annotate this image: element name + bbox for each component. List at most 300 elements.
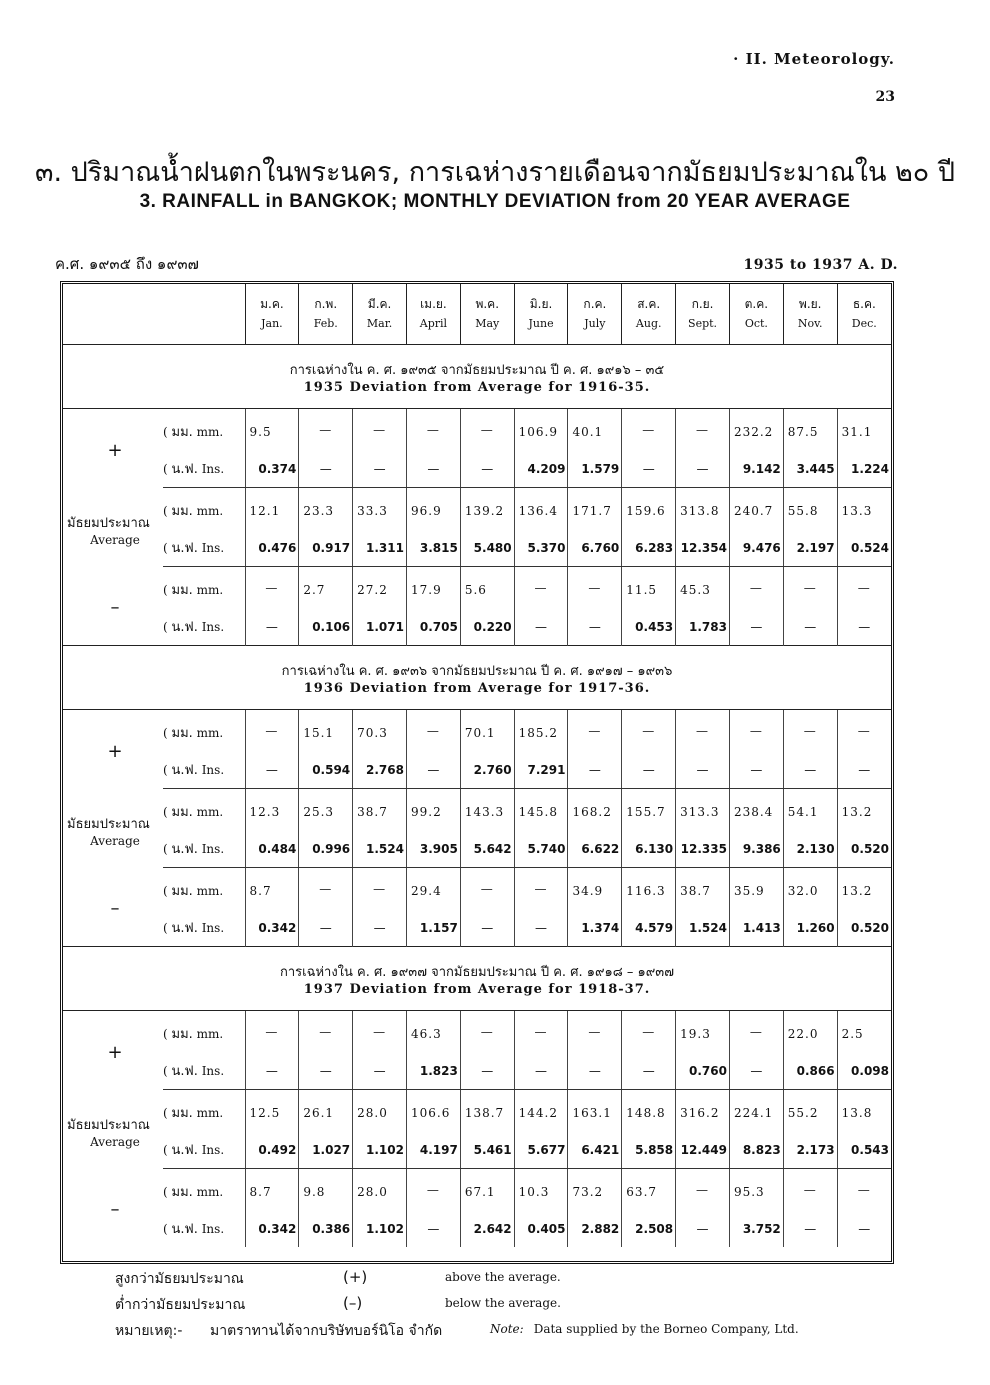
minus-sign: – [110, 1199, 120, 1221]
value-cell: 0.917 [299, 529, 353, 567]
value-cell: 22.0 [783, 1011, 837, 1053]
average-label-thai: มัธยมประมาณ [67, 816, 150, 832]
table-row-plus-mm [63, 409, 891, 451]
value-cell: 33.3 [353, 488, 407, 530]
table-row-average-ins [63, 529, 891, 567]
value-cell: — [676, 751, 730, 789]
value-cell: 2.760 [460, 751, 514, 789]
month-header [353, 284, 407, 345]
value-cell: — [622, 409, 676, 451]
unit-english: Ins. [201, 763, 225, 777]
value-cell: 17.9 [406, 567, 460, 609]
value-cell: 1.311 [353, 529, 407, 567]
note-below-english: below the average. [445, 1296, 561, 1310]
unit-thai: น.ฟ. [171, 763, 198, 778]
section-heading [63, 646, 891, 710]
value-cell: 31.1 [837, 409, 891, 451]
table-row-minus-ins [63, 1210, 891, 1247]
year-range-english: 1935 to 1937 A. D. [743, 257, 898, 273]
value-cell: 2.508 [622, 1210, 676, 1247]
minus-row-label [63, 567, 163, 646]
value-cell: 96.9 [406, 488, 460, 530]
value-cell: 5.858 [622, 1131, 676, 1169]
month-header [622, 284, 676, 345]
unit-thai: มม. [171, 726, 193, 741]
month-english: May [475, 316, 500, 330]
unit-label-mm: ( มม. mm. [163, 805, 224, 820]
value-cell: 238.4 [729, 789, 783, 831]
unit-thai: น.ฟ. [171, 1222, 198, 1237]
value-cell: 6.283 [622, 529, 676, 567]
value-cell: 144.2 [514, 1090, 568, 1132]
note-above-symbol: (+) [343, 1268, 368, 1286]
section-heading-english: 1937 Deviation from Average for 1918-37. [303, 981, 651, 997]
table-row-plus-mm [63, 1011, 891, 1053]
month-english: Aug. [635, 316, 662, 330]
value-cell: 87.5 [783, 409, 837, 451]
month-english: Feb. [313, 316, 338, 330]
unit-english: Ins. [201, 462, 225, 476]
plus-row-label [63, 1011, 163, 1090]
value-cell: 2.642 [460, 1210, 514, 1247]
unit-label-ins: ( น.ฟ. Ins. [163, 1222, 225, 1237]
unit-english: Ins. [201, 1222, 225, 1236]
unit-thai: น.ฟ. [171, 921, 198, 936]
value-cell: — [783, 567, 837, 609]
value-cell: 0.996 [299, 830, 353, 868]
value-cell: — [676, 1210, 730, 1247]
value-cell: 54.1 [783, 789, 837, 831]
value-cell: 12.5 [245, 1090, 299, 1132]
value-cell: 0.098 [837, 1052, 891, 1090]
value-cell: 40.1 [568, 409, 622, 451]
value-cell: 0.543 [837, 1131, 891, 1169]
value-cell: — [622, 710, 676, 752]
value-cell: — [568, 710, 622, 752]
value-cell: 138.7 [460, 1090, 514, 1132]
corner-cell [63, 284, 245, 345]
value-cell: — [353, 909, 407, 947]
value-cell: 9.8 [299, 1169, 353, 1211]
value-cell: — [299, 909, 353, 947]
value-cell: 148.8 [622, 1090, 676, 1132]
month-header [783, 284, 837, 345]
value-cell: 67.1 [460, 1169, 514, 1211]
value-cell: — [406, 1210, 460, 1247]
table-row-plus-ins [63, 751, 891, 789]
value-cell: — [568, 751, 622, 789]
month-thai: มิ.ย. [529, 297, 553, 312]
note-source-english [490, 1322, 799, 1336]
unit-label-mm: ( มม. mm. [163, 504, 224, 519]
note-source-thai: มาตราทานได้จากบริษัทบอร์นิโอ จำกัด [210, 1323, 443, 1339]
value-cell: 316.2 [676, 1090, 730, 1132]
minus-sign: – [110, 597, 120, 619]
value-cell: 0.220 [460, 608, 514, 646]
value-cell: 1.524 [353, 830, 407, 868]
month-english: Oct. [744, 316, 768, 330]
unit-label-ins: ( น.ฟ. Ins. [163, 450, 245, 488]
value-cell: — [353, 409, 407, 451]
value-cell: 1.823 [406, 1052, 460, 1090]
value-cell: 13.3 [837, 488, 891, 530]
unit-thai: มม. [171, 504, 193, 519]
table-row-average-ins [63, 1131, 891, 1169]
year-range-thai: ค.ศ. ๑๙๓๕ ถึง ๑๙๓๗ [55, 255, 199, 273]
value-cell: 55.2 [783, 1090, 837, 1132]
note-source [115, 1320, 875, 1346]
value-cell: 63.7 [622, 1169, 676, 1211]
value-cell: — [622, 1052, 676, 1090]
value-cell: 2.7 [299, 567, 353, 609]
value-cell: — [622, 450, 676, 488]
month-thai: ก.ย. [691, 297, 714, 312]
average-row-label [63, 488, 163, 567]
value-cell: — [837, 567, 891, 609]
value-cell: 1.071 [353, 608, 407, 646]
value-cell: — [729, 608, 783, 646]
value-cell: 28.0 [353, 1169, 407, 1211]
value-cell: 2.768 [353, 751, 407, 789]
month-header [729, 284, 783, 345]
value-cell: 0.866 [783, 1052, 837, 1090]
unit-english: mm. [196, 805, 224, 819]
value-cell: — [783, 710, 837, 752]
month-english: June [528, 316, 554, 330]
value-cell: 5.370 [514, 529, 568, 567]
value-cell: 0.453 [622, 608, 676, 646]
value-cell: 2.197 [783, 529, 837, 567]
value-cell: — [245, 1052, 299, 1090]
unit-english: Ins. [201, 1064, 225, 1078]
value-cell: 6.421 [568, 1131, 622, 1169]
average-label-english: Average [90, 1134, 140, 1149]
value-cell: — [245, 710, 299, 752]
table-row-plus-mm [63, 710, 891, 752]
value-cell: 13.8 [837, 1090, 891, 1132]
value-cell: 145.8 [514, 789, 568, 831]
unit-english: mm. [196, 583, 224, 597]
value-cell: 1.579 [568, 450, 622, 488]
value-cell: 1.157 [406, 909, 460, 947]
unit-english: Ins. [201, 541, 225, 555]
month-header [676, 284, 730, 345]
value-cell: 5.480 [460, 529, 514, 567]
value-cell: 0.342 [245, 1210, 299, 1247]
unit-label-ins: ( น.ฟ. Ins. [163, 529, 245, 567]
value-cell: 27.2 [353, 567, 407, 609]
value-cell: 0.374 [245, 450, 299, 488]
value-cell: 3.752 [729, 1210, 783, 1247]
month-thai: ธ.ค. [852, 297, 876, 312]
value-cell: 9.142 [729, 450, 783, 488]
value-cell: 106.9 [514, 409, 568, 451]
value-cell: 4.197 [406, 1131, 460, 1169]
value-cell: 159.6 [622, 488, 676, 530]
unit-label-ins: ( น.ฟ. Ins. [163, 751, 245, 789]
value-cell: 28.0 [353, 1090, 407, 1132]
unit-english: mm. [196, 1027, 224, 1041]
unit-thai: มม. [171, 1185, 193, 1200]
value-cell: 13.2 [837, 789, 891, 831]
month-header [568, 284, 622, 345]
value-cell: 3.905 [406, 830, 460, 868]
month-thai: ก.พ. [314, 297, 338, 312]
value-cell: — [514, 1011, 568, 1053]
value-cell: 0.524 [837, 529, 891, 567]
section-heading-english: 1936 Deviation from Average for 1917-36. [303, 680, 651, 696]
unit-label-mm: ( มม. mm. [163, 884, 224, 899]
unit-thai: มม. [171, 583, 193, 598]
value-cell: — [353, 450, 407, 488]
value-cell: 0.386 [299, 1210, 353, 1247]
value-cell: 0.594 [299, 751, 353, 789]
note-source-english-text: Data supplied by the Borneo Company, Ltd. [533, 1322, 799, 1336]
value-cell: 2.130 [783, 830, 837, 868]
value-cell: — [299, 409, 353, 451]
value-cell: 0.342 [245, 909, 299, 947]
page-title-english: 3. RAINFALL in BANGKOK; MONTHLY DEVIATION from 20 YEAR AVERAGE [139, 191, 851, 212]
month-english: Jan. [261, 316, 283, 330]
month-thai: พ.ย. [798, 297, 822, 312]
value-cell: 171.7 [568, 488, 622, 530]
section-heading-row [63, 345, 891, 409]
month-header [299, 284, 353, 345]
value-cell: 29.4 [406, 868, 460, 910]
unit-thai: น.ฟ. [171, 1064, 198, 1079]
unit-thai: น.ฟ. [171, 541, 198, 556]
note-below [115, 1294, 875, 1320]
unit-label-mm: ( มม. mm. [163, 1027, 224, 1042]
value-cell: 313.8 [676, 488, 730, 530]
value-cell: 0.520 [837, 909, 891, 947]
month-header [514, 284, 568, 345]
unit-thai: มม. [171, 884, 193, 899]
month-thai: พ.ค. [475, 297, 500, 312]
unit-thai: น.ฟ. [171, 462, 198, 477]
value-cell: 55.8 [783, 488, 837, 530]
value-cell: — [729, 1052, 783, 1090]
value-cell: 185.2 [514, 710, 568, 752]
value-cell: 12.354 [676, 529, 730, 567]
unit-label-mm: ( มม. mm. [163, 583, 224, 598]
month-english: Sept. [688, 316, 718, 330]
unit-english: Ins. [201, 921, 225, 935]
month-thai: ต.ค. [744, 297, 769, 312]
value-cell: 1.413 [729, 909, 783, 947]
value-cell: 232.2 [729, 409, 783, 451]
month-header [245, 284, 299, 345]
value-cell: 26.1 [299, 1090, 353, 1132]
unit-label-mm: ( มม. mm. [163, 425, 224, 440]
average-label-english: Average [90, 532, 140, 547]
plus-row-label [63, 710, 163, 789]
value-cell: — [245, 567, 299, 609]
value-cell: 5.6 [460, 567, 514, 609]
value-cell: 4.579 [622, 909, 676, 947]
value-cell: 5.461 [460, 1131, 514, 1169]
value-cell: 155.7 [622, 789, 676, 831]
value-cell: 1.102 [353, 1131, 407, 1169]
value-cell: — [729, 1011, 783, 1053]
value-cell: — [783, 751, 837, 789]
value-cell: 136.4 [514, 488, 568, 530]
value-cell: 2.882 [568, 1210, 622, 1247]
value-cell: 12.449 [676, 1131, 730, 1169]
plus-row-label [63, 409, 163, 488]
month-thai: ก.ค. [583, 297, 607, 312]
value-cell: — [729, 751, 783, 789]
month-english: July [584, 316, 606, 330]
value-cell: 70.3 [353, 710, 407, 752]
table-row-average-mm [63, 488, 891, 530]
value-cell: — [676, 409, 730, 451]
value-cell: 139.2 [460, 488, 514, 530]
value-cell: 95.3 [729, 1169, 783, 1211]
month-header [406, 284, 460, 345]
month-header [837, 284, 891, 345]
average-label-english: Average [90, 833, 140, 848]
value-cell: 45.3 [676, 567, 730, 609]
value-cell: — [837, 1210, 891, 1247]
unit-label-ins: ( น.ฟ. Ins. [163, 620, 225, 635]
running-header: · II. Meteorology. [733, 50, 895, 68]
value-cell: — [406, 450, 460, 488]
value-cell: — [783, 608, 837, 646]
value-cell: 70.1 [460, 710, 514, 752]
unit-label-ins: ( น.ฟ. Ins. [163, 1131, 245, 1169]
unit-english: mm. [196, 425, 224, 439]
value-cell: 73.2 [568, 1169, 622, 1211]
minus-sign: – [110, 898, 120, 920]
value-cell: 1.224 [837, 450, 891, 488]
unit-english: Ins. [201, 620, 225, 634]
value-cell: 5.740 [514, 830, 568, 868]
value-cell: 2.173 [783, 1131, 837, 1169]
value-cell: — [837, 608, 891, 646]
value-cell: 10.3 [514, 1169, 568, 1211]
value-cell: — [353, 1011, 407, 1053]
value-cell: — [460, 450, 514, 488]
unit-thai: มม. [171, 1027, 193, 1042]
table-row-minus-mm [63, 567, 891, 609]
section-heading [63, 345, 891, 409]
value-cell: 0.705 [406, 608, 460, 646]
table-row-average-ins [63, 830, 891, 868]
table-row-minus-mm [63, 1169, 891, 1211]
value-cell: — [568, 608, 622, 646]
unit-label-ins: ( น.ฟ. Ins. [163, 1052, 245, 1090]
table-row-minus-ins [63, 909, 891, 947]
value-cell: 0.484 [245, 830, 299, 868]
value-cell: 8.7 [245, 1169, 299, 1211]
unit-label-ins: ( น.ฟ. Ins. [163, 921, 225, 936]
value-cell: 106.6 [406, 1090, 460, 1132]
page-number: 23 [875, 89, 895, 105]
value-cell: 6.130 [622, 830, 676, 868]
month-thai: ส.ค. [637, 297, 661, 312]
plus-sign: + [107, 1041, 123, 1063]
average-row-label [63, 1090, 163, 1169]
value-cell: — [460, 409, 514, 451]
page-title-thai: ๓. ปริมาณน้ำฝนตกในพระนคร, การเฉห่างรายเดือนจากมัธยมประมาณใน ๒๐ ปี [35, 157, 955, 188]
value-cell: 240.7 [729, 488, 783, 530]
value-cell: 116.3 [622, 868, 676, 910]
unit-english: Ins. [201, 1143, 225, 1157]
rainfall-deviation-table [60, 281, 894, 1264]
table-row-minus-mm [63, 868, 891, 910]
value-cell: — [622, 751, 676, 789]
minus-row-label [63, 1169, 163, 1248]
value-cell: 12.3 [245, 789, 299, 831]
value-cell: 25.3 [299, 789, 353, 831]
unit-label-mm: ( มม. mm. [163, 1185, 224, 1200]
section-heading-english: 1935 Deviation from Average for 1916-35. [303, 379, 651, 395]
table-row-minus-ins [63, 608, 891, 646]
section-heading-thai: การเฉห่างใน ค. ศ. ๑๙๓๗ จากมัธยมประมาณ ปี ค. ศ. ๑๙๑๘ – ๑๙๓๗ [280, 964, 674, 980]
value-cell: 1.783 [676, 608, 730, 646]
value-cell: — [406, 409, 460, 451]
value-cell: 12.1 [245, 488, 299, 530]
value-cell: — [245, 751, 299, 789]
unit-thai: น.ฟ. [171, 620, 198, 635]
value-cell: 38.7 [353, 789, 407, 831]
value-cell: — [514, 1052, 568, 1090]
value-cell: — [460, 868, 514, 910]
value-cell: — [299, 1052, 353, 1090]
average-label-thai: มัธยมประมาณ [67, 515, 150, 531]
value-cell: 163.1 [568, 1090, 622, 1132]
value-cell: 1.102 [353, 1210, 407, 1247]
value-cell: — [729, 710, 783, 752]
value-cell: 38.7 [676, 868, 730, 910]
note-below-symbol: (–) [343, 1294, 363, 1312]
table-row-average-mm [63, 789, 891, 831]
month-header-row [63, 284, 891, 345]
value-cell: 0.492 [245, 1131, 299, 1169]
value-cell: — [837, 1169, 891, 1211]
value-cell: — [406, 1169, 460, 1211]
value-cell: — [837, 710, 891, 752]
rainfall-table-grid [63, 284, 891, 1247]
average-row-label [63, 789, 163, 868]
value-cell: — [299, 450, 353, 488]
note-above [115, 1268, 875, 1294]
month-english: Nov. [797, 316, 823, 330]
value-cell: — [568, 1011, 622, 1053]
value-cell: 1.524 [676, 909, 730, 947]
month-thai: มี.ค. [367, 297, 392, 312]
value-cell: 0.760 [676, 1052, 730, 1090]
section-heading-row [63, 947, 891, 1011]
value-cell: 6.760 [568, 529, 622, 567]
unit-label-mm: ( มม. mm. [163, 726, 224, 741]
value-cell: — [460, 909, 514, 947]
value-cell: — [406, 710, 460, 752]
note-above-english: above the average. [445, 1270, 561, 1284]
month-english: April [419, 316, 448, 330]
section-heading-row [63, 646, 891, 710]
value-cell: 32.0 [783, 868, 837, 910]
table-row-average-mm [63, 1090, 891, 1132]
value-cell: 8.7 [245, 868, 299, 910]
value-cell: 0.106 [299, 608, 353, 646]
value-cell: — [460, 1052, 514, 1090]
section-heading [63, 947, 891, 1011]
value-cell: 5.642 [460, 830, 514, 868]
value-cell: — [245, 1011, 299, 1053]
value-cell: — [729, 567, 783, 609]
